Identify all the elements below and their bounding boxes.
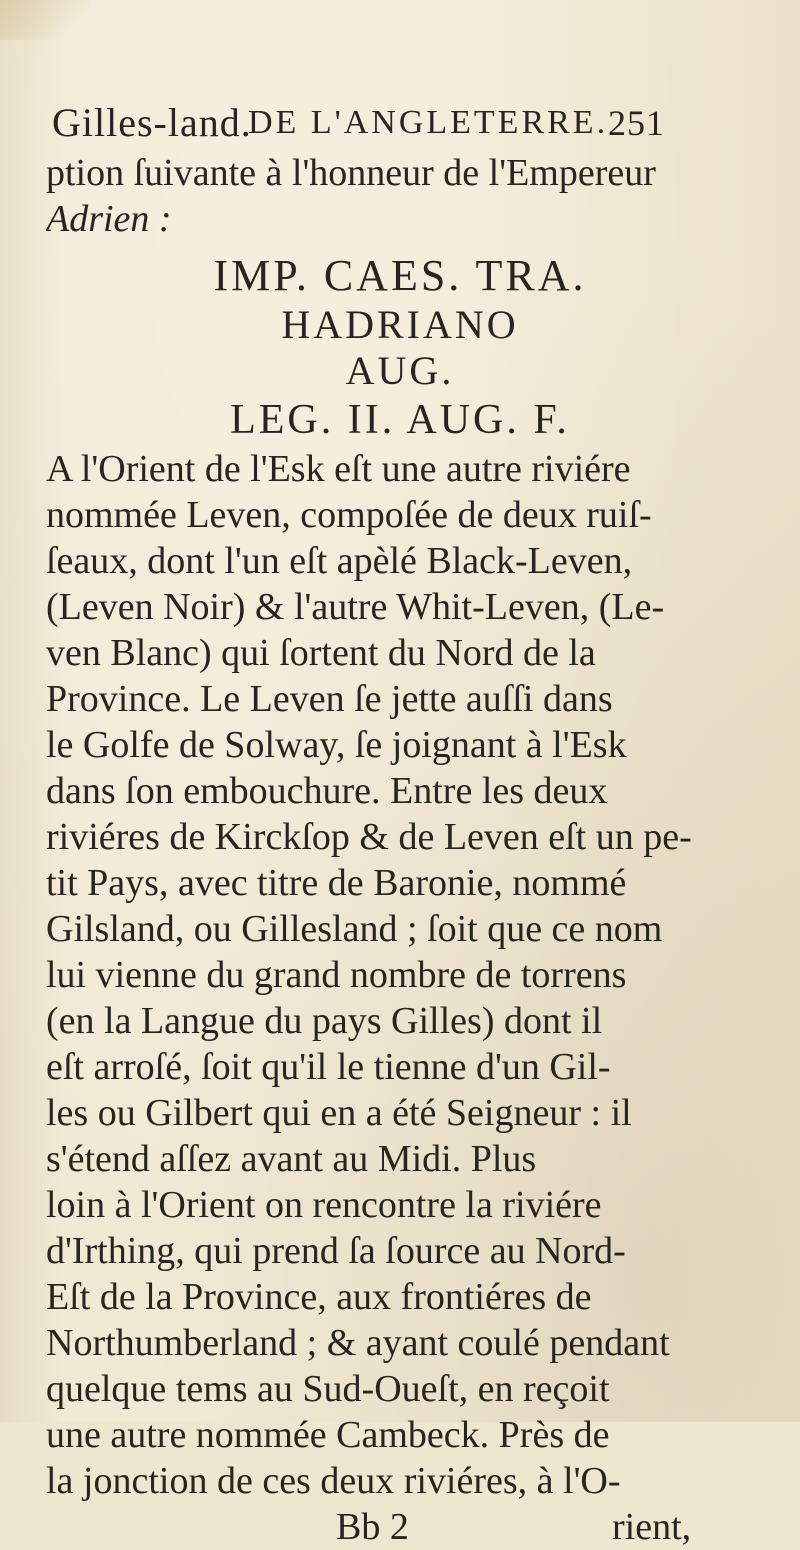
text-line: (Leven Noir) & l'autre Whit-Leven, (Le- <box>46 586 665 628</box>
page-footer <box>46 1504 754 1550</box>
text-line: Eſt de la Province, aux frontiéres de <box>46 1276 592 1318</box>
text-block <box>46 150 754 1550</box>
inscription-line: HADRIANO <box>281 302 519 347</box>
text-line: ſeaux, dont l'un eſt apèlé Black-Leven, <box>46 540 633 582</box>
text-line: Province. Le Leven ſe jette auſſi dans <box>46 678 613 720</box>
running-title: DE L'ANGLETERRE. <box>248 104 609 141</box>
text-line: quelque tems au Sud-Oueſt, en reçoit <box>46 1368 610 1410</box>
page-header <box>52 98 752 148</box>
text-line: lui vienne du grand nombre de torrens <box>46 954 627 996</box>
text-line: riviéres de Kirckſop & de Leven eſt un pe- <box>46 816 692 858</box>
text-line: A l'Orient de l'Esk eſt une autre riviére <box>46 448 631 490</box>
text-line: nommée Leven, compoſée de deux ruiſ- <box>46 494 652 536</box>
page-corner-stain <box>0 0 90 40</box>
text-line: Adrien : <box>46 198 172 240</box>
text-line: (en la Langue du pays Gilles) dont il <box>46 1000 603 1042</box>
catchword: rient, <box>612 1506 692 1548</box>
text-line: tit Pays, avec titre de Baronie, nommé <box>46 862 627 904</box>
marginal-note: Gilles-land. <box>52 100 252 145</box>
text-line: d'Irthing, qui prend ſa ſource au Nord- <box>46 1230 626 1272</box>
inscription-line: AUG. <box>345 348 455 393</box>
text-line: la jonction de ces deux riviéres, à l'O- <box>46 1460 621 1502</box>
text-line: dans ſon embouchure. Entre les deux <box>46 770 608 812</box>
text-line: s'étend aſſez avant au Midi. Plus <box>46 1138 537 1180</box>
text-line: Gilsland, ou Gillesland ; ſoit que ce nom <box>46 908 663 950</box>
text-line: les ou Gilbert qui en a été Seigneur : il <box>46 1092 632 1134</box>
text-line: eſt arroſé, ſoit qu'il le tienne d'un Gil- <box>46 1046 611 1088</box>
text-line: ven Blanc) qui ſortent du Nord de la <box>46 632 596 674</box>
signature-mark: Bb 2 <box>336 1506 409 1548</box>
page-number: 251 <box>608 103 665 143</box>
text-line: le Golfe de Solway, ſe joignant à l'Esk <box>46 724 627 766</box>
text-line: Northumberland ; & ayant coulé pendant <box>46 1322 670 1364</box>
text-line: loin à l'Orient on rencontre la riviére <box>46 1184 602 1226</box>
inscription-line: IMP. CAES. TRA. <box>213 251 587 300</box>
inscription-line: LEG. II. AUG. F. <box>230 397 570 443</box>
text-line: ption ſuivante à l'honneur de l'Empereur <box>46 152 656 194</box>
text-line: une autre nommée Cambeck. Près de <box>46 1414 610 1456</box>
